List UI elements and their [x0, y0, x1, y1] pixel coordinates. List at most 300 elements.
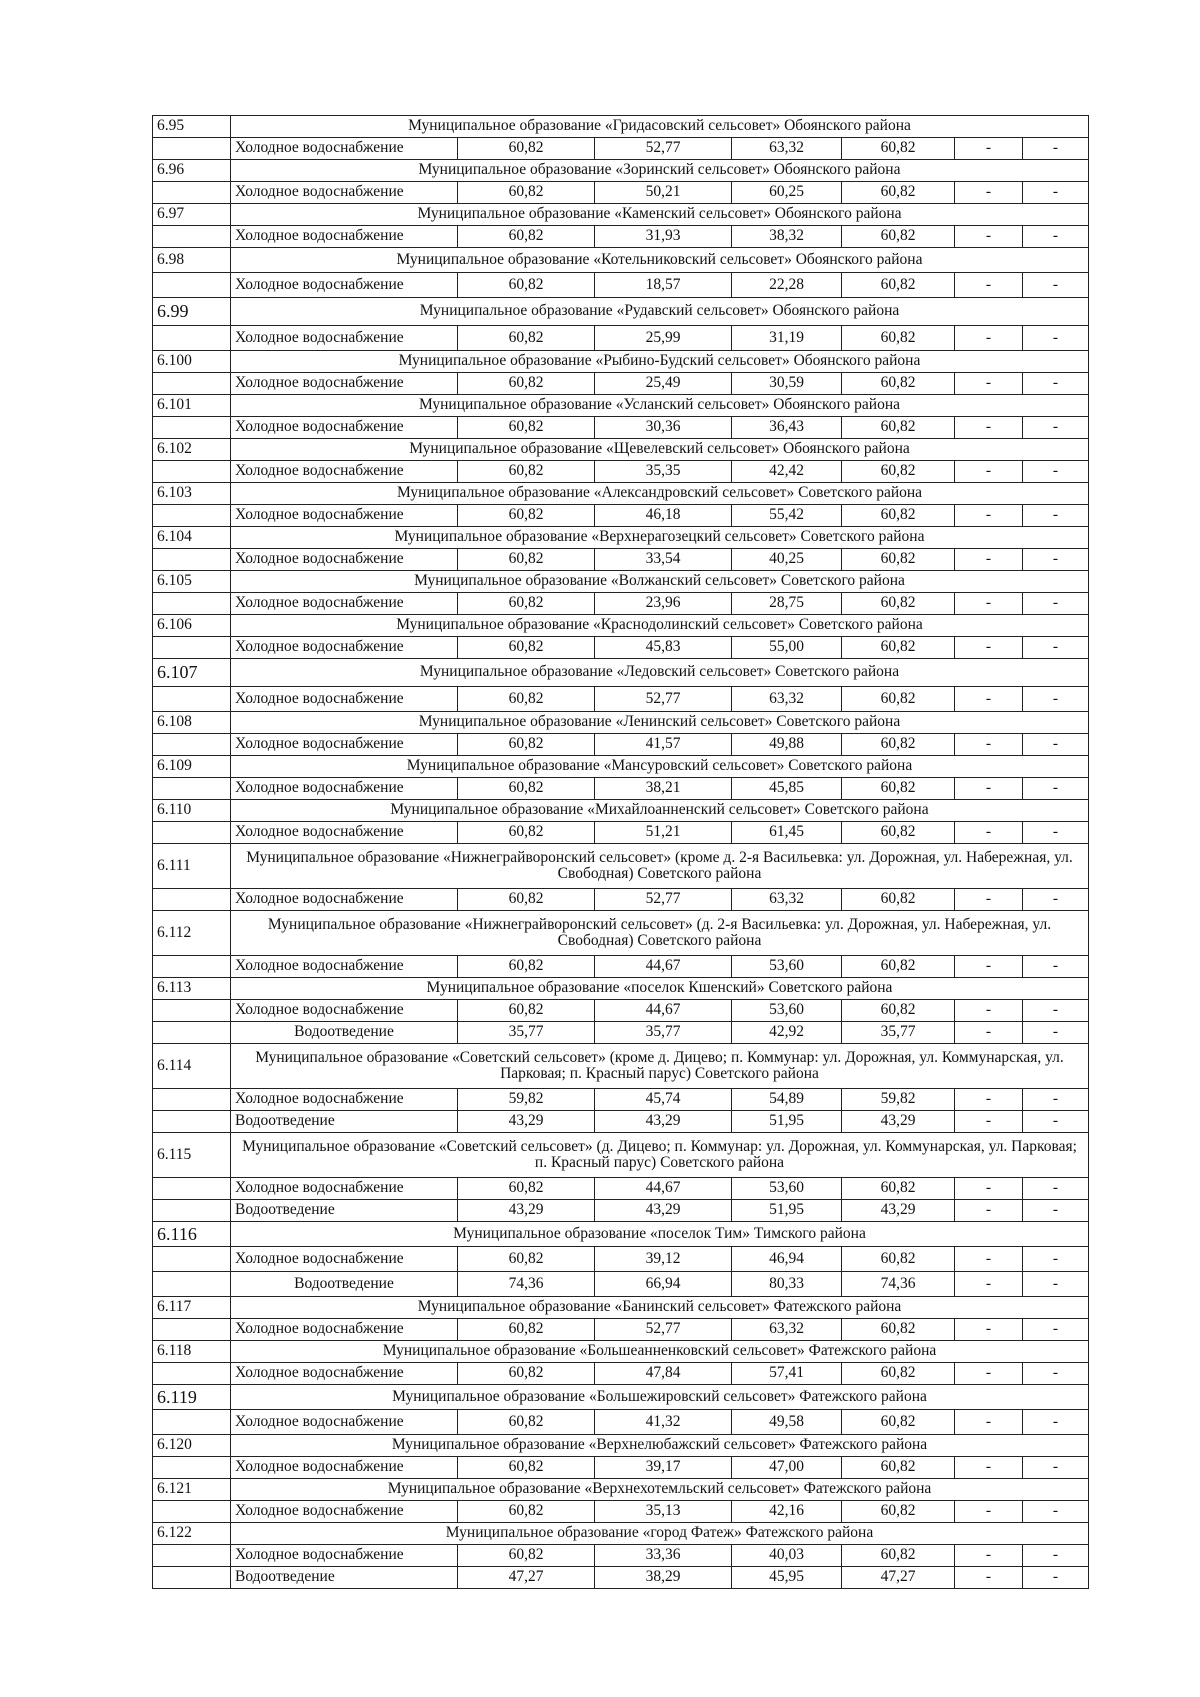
- service-name: Холодное водоснабжение: [231, 687, 458, 712]
- tariff-value: 66,94: [595, 1272, 732, 1297]
- tariff-value: 60,82: [842, 461, 955, 483]
- tariff-value: -: [955, 461, 1023, 483]
- tariff-value: -: [955, 226, 1023, 248]
- service-name: Холодное водоснабжение: [231, 593, 458, 615]
- section-number: 6.104: [153, 527, 231, 549]
- tariff-value: 60,82: [842, 1410, 955, 1435]
- tariff-value: 50,21: [595, 182, 732, 204]
- tariff-value: 49,88: [732, 734, 842, 756]
- tariff-value: 60,82: [458, 593, 595, 615]
- section-header-row: [153, 483, 1089, 505]
- tariff-value: -: [955, 889, 1023, 911]
- section-title: Муниципальное образование «Советский сельсовет» (кроме д. Дицево; п. Коммунар: ул. Дорожная, ул. Коммунарская, ул. Парковая; п. Красный парус) Советского района: [231, 1044, 1089, 1089]
- tariff-value: 46,18: [595, 505, 732, 527]
- tariff-value: -: [1023, 461, 1089, 483]
- tariff-value: 25,99: [595, 326, 732, 351]
- tariff-value: -: [1023, 1457, 1089, 1479]
- section-header-row: [153, 571, 1089, 593]
- section-header-row: [153, 1297, 1089, 1319]
- tariff-value: -: [1023, 373, 1089, 395]
- section-header-row: [153, 1222, 1089, 1247]
- blank-cell: [153, 1410, 231, 1435]
- section-title: Муниципальное образование «Нижнеграйворонский сельсовет» (д. 2-я Васильевка: ул. Дорожная, ул. Набережная, ул. Свободная) Советского района: [231, 911, 1089, 956]
- section-header-row: [153, 1044, 1089, 1089]
- tariff-value: -: [1023, 505, 1089, 527]
- service-name: Холодное водоснабжение: [231, 1089, 458, 1111]
- blank-cell: [153, 1247, 231, 1272]
- blank-cell: [153, 549, 231, 571]
- tariff-value: -: [1023, 1272, 1089, 1297]
- tariff-value: 60,82: [458, 505, 595, 527]
- section-number: 6.115: [153, 1133, 231, 1178]
- tariff-value: 60,82: [842, 1501, 955, 1523]
- section-header-row: [153, 439, 1089, 461]
- tariff-value: 39,12: [595, 1247, 732, 1272]
- section-header-row: [153, 978, 1089, 1000]
- blank-cell: [153, 1457, 231, 1479]
- service-name: Холодное водоснабжение: [231, 1457, 458, 1479]
- blank-cell: [153, 1022, 231, 1044]
- section-header-row: [153, 659, 1089, 687]
- tariff-value: 42,92: [732, 1022, 842, 1044]
- section-number: 6.113: [153, 978, 231, 1000]
- tariff-value: -: [1023, 1000, 1089, 1022]
- tariff-value: 60,82: [458, 1457, 595, 1479]
- section-header-row: [153, 1435, 1089, 1457]
- tariff-value: -: [1023, 1501, 1089, 1523]
- tariff-value: -: [1023, 1022, 1089, 1044]
- tariff-value: 60,82: [458, 637, 595, 659]
- section-number: 6.111: [153, 844, 231, 889]
- tariff-value: 60,82: [842, 889, 955, 911]
- service-name: Водоотведение: [231, 1111, 458, 1133]
- tariff-value: 43,29: [595, 1200, 732, 1222]
- service-name: Холодное водоснабжение: [231, 1000, 458, 1022]
- tariff-value: 60,82: [842, 822, 955, 844]
- tariff-row: [153, 549, 1089, 571]
- blank-cell: [153, 687, 231, 712]
- tariff-value: 31,19: [732, 326, 842, 351]
- tariff-value: 40,25: [732, 549, 842, 571]
- tariff-value: 60,82: [842, 326, 955, 351]
- tariff-value: 44,67: [595, 1000, 732, 1022]
- tariff-value: 61,45: [732, 822, 842, 844]
- section-number: 6.105: [153, 571, 231, 593]
- tariff-value: 51,95: [732, 1111, 842, 1133]
- section-title: Муниципальное образование «Рудавский сельсовет» Обоянского района: [231, 298, 1089, 326]
- tariff-value: -: [1023, 956, 1089, 978]
- section-title: Муниципальное образование «Краснодолинский сельсовет» Советского района: [231, 615, 1089, 637]
- section-number: 6.98: [153, 248, 231, 273]
- tariff-value: 60,82: [458, 226, 595, 248]
- section-header-row: [153, 911, 1089, 956]
- tariff-value: 30,36: [595, 417, 732, 439]
- service-name: Холодное водоснабжение: [231, 889, 458, 911]
- section-header-row: [153, 116, 1089, 138]
- blank-cell: [153, 461, 231, 483]
- tariff-value: 53,60: [732, 1178, 842, 1200]
- tariff-value: 44,67: [595, 1178, 732, 1200]
- tariff-value: 51,21: [595, 822, 732, 844]
- tariff-value: -: [955, 1567, 1023, 1589]
- blank-cell: [153, 822, 231, 844]
- tariff-value: 63,32: [732, 1319, 842, 1341]
- tariff-value: -: [955, 1545, 1023, 1567]
- section-header-row: [153, 615, 1089, 637]
- blank-cell: [153, 226, 231, 248]
- section-header-row: [153, 527, 1089, 549]
- blank-cell: [153, 1000, 231, 1022]
- tariff-value: 60,82: [842, 1457, 955, 1479]
- tariff-value: 51,95: [732, 1200, 842, 1222]
- tariff-row: [153, 778, 1089, 800]
- tariff-value: 35,13: [595, 1501, 732, 1523]
- tariff-value: 60,82: [458, 461, 595, 483]
- tariff-value: 60,82: [458, 1363, 595, 1385]
- tariff-value: -: [1023, 778, 1089, 800]
- tariff-value: -: [955, 1319, 1023, 1341]
- tariff-value: 60,82: [458, 822, 595, 844]
- section-number: 6.102: [153, 439, 231, 461]
- tariff-value: 74,36: [842, 1272, 955, 1297]
- service-name: Холодное водоснабжение: [231, 1545, 458, 1567]
- tariff-value: 60,82: [458, 889, 595, 911]
- tariff-value: -: [955, 778, 1023, 800]
- tariff-table: [152, 115, 1089, 1589]
- section-title: Муниципальное образование «Ледовский сельсовет» Советского района: [231, 659, 1089, 687]
- blank-cell: [153, 778, 231, 800]
- tariff-value: 52,77: [595, 138, 732, 160]
- tariff-value: 55,42: [732, 505, 842, 527]
- service-name: Холодное водоснабжение: [231, 1247, 458, 1272]
- tariff-value: 63,32: [732, 138, 842, 160]
- service-name: Холодное водоснабжение: [231, 461, 458, 483]
- tariff-row: [153, 1247, 1089, 1272]
- tariff-value: 44,67: [595, 956, 732, 978]
- tariff-value: 35,77: [595, 1022, 732, 1044]
- service-name: Холодное водоснабжение: [231, 1410, 458, 1435]
- service-name: Водоотведение: [231, 1272, 458, 1297]
- tariff-value: 41,57: [595, 734, 732, 756]
- blank-cell: [153, 1272, 231, 1297]
- tariff-value: 35,77: [842, 1022, 955, 1044]
- tariff-value: -: [955, 1178, 1023, 1200]
- tariff-row: [153, 1200, 1089, 1222]
- tariff-value: -: [1023, 226, 1089, 248]
- tariff-value: -: [955, 182, 1023, 204]
- tariff-value: -: [955, 1363, 1023, 1385]
- tariff-value: -: [955, 1410, 1023, 1435]
- tariff-row: [153, 326, 1089, 351]
- section-number: 6.119: [153, 1385, 231, 1410]
- tariff-value: 45,85: [732, 778, 842, 800]
- tariff-value: -: [955, 593, 1023, 615]
- section-header-row: [153, 1341, 1089, 1363]
- section-title: Муниципальное образование «Михайлоанненский сельсовет» Советского района: [231, 800, 1089, 822]
- tariff-row: [153, 687, 1089, 712]
- tariff-value: 45,74: [595, 1089, 732, 1111]
- section-number: 6.106: [153, 615, 231, 637]
- tariff-value: 60,82: [842, 1319, 955, 1341]
- blank-cell: [153, 373, 231, 395]
- tariff-value: 52,77: [595, 1319, 732, 1341]
- section-title: Муниципальное образование «Мансуровский сельсовет» Советского района: [231, 756, 1089, 778]
- service-name: Водоотведение: [231, 1200, 458, 1222]
- tariff-value: 60,82: [842, 1545, 955, 1567]
- blank-cell: [153, 417, 231, 439]
- tariff-value: -: [1023, 1247, 1089, 1272]
- tariff-value: 43,29: [458, 1200, 595, 1222]
- tariff-value: -: [1023, 1200, 1089, 1222]
- section-number: 6.109: [153, 756, 231, 778]
- tariff-row: [153, 1410, 1089, 1435]
- tariff-value: -: [1023, 1545, 1089, 1567]
- tariff-value: -: [1023, 1111, 1089, 1133]
- blank-cell: [153, 1363, 231, 1385]
- tariff-value: 60,82: [842, 417, 955, 439]
- section-title: Муниципальное образование «Щевелевский сельсовет» Обоянского района: [231, 439, 1089, 461]
- tariff-value: -: [955, 549, 1023, 571]
- tariff-value: 60,82: [842, 637, 955, 659]
- tariff-value: 43,29: [458, 1111, 595, 1133]
- blank-cell: [153, 593, 231, 615]
- tariff-value: -: [955, 1000, 1023, 1022]
- tariff-value: -: [955, 956, 1023, 978]
- service-name: Холодное водоснабжение: [231, 326, 458, 351]
- tariff-row: [153, 461, 1089, 483]
- tariff-value: -: [1023, 138, 1089, 160]
- section-title: Муниципальное образование «Нижнеграйворонский сельсовет» (кроме д. 2-я Васильевка: ул. Дорожная, ул. Набережная, ул. Свободная) Советского района: [231, 844, 1089, 889]
- blank-cell: [153, 956, 231, 978]
- tariff-value: 60,82: [842, 593, 955, 615]
- section-title: Муниципальное образование «Большеанненковский сельсовет» Фатежского района: [231, 1341, 1089, 1363]
- section-title: Муниципальное образование «поселок Кшенский» Советского района: [231, 978, 1089, 1000]
- tariff-value: 38,29: [595, 1567, 732, 1589]
- tariff-value: 38,32: [732, 226, 842, 248]
- tariff-row: [153, 1000, 1089, 1022]
- tariff-value: 45,83: [595, 637, 732, 659]
- section-title: Муниципальное образование «Верхнерагозецкий сельсовет» Советского района: [231, 527, 1089, 549]
- tariff-value: 60,82: [458, 417, 595, 439]
- tariff-value: 60,82: [842, 182, 955, 204]
- section-title: Муниципальное образование «Верхнелюбажский сельсовет» Фатежского района: [231, 1435, 1089, 1457]
- blank-cell: [153, 1111, 231, 1133]
- tariff-value: 60,82: [842, 273, 955, 298]
- section-title: Муниципальное образование «город Фатеж» Фатежского района: [231, 1523, 1089, 1545]
- tariff-value: -: [955, 637, 1023, 659]
- blank-cell: [153, 734, 231, 756]
- service-name: Холодное водоснабжение: [231, 505, 458, 527]
- section-header-row: [153, 1385, 1089, 1410]
- tariff-value: -: [1023, 1178, 1089, 1200]
- tariff-row: [153, 226, 1089, 248]
- section-header-row: [153, 351, 1089, 373]
- service-name: Холодное водоснабжение: [231, 373, 458, 395]
- tariff-value: -: [1023, 687, 1089, 712]
- section-title: Муниципальное образование «Рыбино-Будский сельсовет» Обоянского района: [231, 351, 1089, 373]
- tariff-value: 47,00: [732, 1457, 842, 1479]
- tariff-value: -: [955, 1272, 1023, 1297]
- section-number: 6.121: [153, 1479, 231, 1501]
- section-title: Муниципальное образование «Котельниковский сельсовет» Обоянского района: [231, 248, 1089, 273]
- section-title: Муниципальное образование «Ленинский сельсовет» Советского района: [231, 712, 1089, 734]
- tariff-value: 53,60: [732, 956, 842, 978]
- tariff-row: [153, 138, 1089, 160]
- tariff-value: 35,77: [458, 1022, 595, 1044]
- tariff-value: 60,82: [842, 505, 955, 527]
- tariff-row: [153, 373, 1089, 395]
- section-number: 6.112: [153, 911, 231, 956]
- tariff-value: 60,82: [842, 549, 955, 571]
- tariff-value: 30,59: [732, 373, 842, 395]
- tariff-value: 74,36: [458, 1272, 595, 1297]
- tariff-value: 60,82: [842, 956, 955, 978]
- section-header-row: [153, 712, 1089, 734]
- tariff-value: 59,82: [458, 1089, 595, 1111]
- tariff-value: -: [955, 417, 1023, 439]
- tariff-value: 39,17: [595, 1457, 732, 1479]
- tariff-value: -: [955, 1247, 1023, 1272]
- tariff-value: 43,29: [842, 1200, 955, 1222]
- tariff-row: [153, 1501, 1089, 1523]
- tariff-value: 54,89: [732, 1089, 842, 1111]
- tariff-value: 31,93: [595, 226, 732, 248]
- tariff-row: [153, 1022, 1089, 1044]
- tariff-value: 60,82: [842, 373, 955, 395]
- section-title: Муниципальное образование «Волжанский сельсовет» Советского района: [231, 571, 1089, 593]
- blank-cell: [153, 1545, 231, 1567]
- blank-cell: [153, 1178, 231, 1200]
- tariff-value: 22,28: [732, 273, 842, 298]
- section-number: 6.110: [153, 800, 231, 822]
- tariff-value: -: [1023, 1410, 1089, 1435]
- section-number: 6.101: [153, 395, 231, 417]
- tariff-value: 47,27: [458, 1567, 595, 1589]
- tariff-row: [153, 889, 1089, 911]
- blank-cell: [153, 637, 231, 659]
- tariff-value: 60,82: [458, 1000, 595, 1022]
- tariff-value: 60,82: [458, 1319, 595, 1341]
- tariff-row: [153, 273, 1089, 298]
- blank-cell: [153, 1567, 231, 1589]
- tariff-value: 60,82: [842, 687, 955, 712]
- section-title: Муниципальное образование «Большежировский сельсовет» Фатежского района: [231, 1385, 1089, 1410]
- service-name: Холодное водоснабжение: [231, 956, 458, 978]
- tariff-value: -: [955, 1200, 1023, 1222]
- tariff-value: 60,82: [842, 1000, 955, 1022]
- tariff-value: 60,82: [842, 1178, 955, 1200]
- tariff-value: -: [1023, 182, 1089, 204]
- service-name: Холодное водоснабжение: [231, 778, 458, 800]
- service-name: Водоотведение: [231, 1567, 458, 1589]
- tariff-value: -: [955, 273, 1023, 298]
- tariff-value: 52,77: [595, 889, 732, 911]
- tariff-value: 33,54: [595, 549, 732, 571]
- tariff-value: 25,49: [595, 373, 732, 395]
- section-title: Муниципальное образование «Александровский сельсовет» Советского района: [231, 483, 1089, 505]
- service-name: Холодное водоснабжение: [231, 417, 458, 439]
- tariff-value: 60,82: [458, 326, 595, 351]
- tariff-row: [153, 956, 1089, 978]
- tariff-value: 60,82: [458, 1178, 595, 1200]
- tariff-value: 60,82: [842, 1247, 955, 1272]
- tariff-value: 60,82: [458, 1247, 595, 1272]
- tariff-value: -: [955, 1111, 1023, 1133]
- service-name: Холодное водоснабжение: [231, 226, 458, 248]
- tariff-value: -: [1023, 734, 1089, 756]
- tariff-value: 28,75: [732, 593, 842, 615]
- tariff-value: 60,82: [458, 182, 595, 204]
- tariff-value: 60,82: [458, 373, 595, 395]
- section-header-row: [153, 1133, 1089, 1178]
- service-name: Холодное водоснабжение: [231, 637, 458, 659]
- tariff-value: -: [955, 373, 1023, 395]
- tariff-value: 55,00: [732, 637, 842, 659]
- service-name: Холодное водоснабжение: [231, 273, 458, 298]
- service-name: Холодное водоснабжение: [231, 182, 458, 204]
- service-name: Холодное водоснабжение: [231, 822, 458, 844]
- tariff-value: 47,84: [595, 1363, 732, 1385]
- section-title: Муниципальное образование «поселок Тим» Тимского района: [231, 1222, 1089, 1247]
- service-name: Холодное водоснабжение: [231, 138, 458, 160]
- tariff-row: [153, 505, 1089, 527]
- tariff-row: [153, 1272, 1089, 1297]
- tariff-value: -: [955, 326, 1023, 351]
- tariff-value: -: [955, 138, 1023, 160]
- tariff-value: -: [1023, 1363, 1089, 1385]
- tariff-value: 38,21: [595, 778, 732, 800]
- section-number: 6.120: [153, 1435, 231, 1457]
- section-header-row: [153, 248, 1089, 273]
- tariff-value: 60,25: [732, 182, 842, 204]
- tariff-value: 41,32: [595, 1410, 732, 1435]
- section-title: Муниципальное образование «Верхнехотемльский сельсовет» Фатежского района: [231, 1479, 1089, 1501]
- section-number: 6.114: [153, 1044, 231, 1089]
- tariff-value: -: [955, 1022, 1023, 1044]
- tariff-value: 45,95: [732, 1567, 842, 1589]
- service-name: Холодное водоснабжение: [231, 734, 458, 756]
- tariff-value: 60,82: [458, 687, 595, 712]
- section-header-row: [153, 756, 1089, 778]
- section-header-row: [153, 395, 1089, 417]
- blank-cell: [153, 1501, 231, 1523]
- service-name: Холодное водоснабжение: [231, 1501, 458, 1523]
- tariff-row: [153, 1089, 1089, 1111]
- tariff-value: 43,29: [595, 1111, 732, 1133]
- tariff-row: [153, 417, 1089, 439]
- tariff-value: -: [1023, 549, 1089, 571]
- tariff-value: 18,57: [595, 273, 732, 298]
- tariff-row: [153, 182, 1089, 204]
- tariff-value: -: [1023, 1567, 1089, 1589]
- section-title: Муниципальное образование «Советский сельсовет» (д. Дицево; п. Коммунар: ул. Дорожная, ул. Коммунарская, ул. Парковая; п. Красный парус) Советского района: [231, 1133, 1089, 1178]
- tariff-value: -: [1023, 417, 1089, 439]
- tariff-value: 63,32: [732, 889, 842, 911]
- section-title: Муниципальное образование «Усланский сельсовет» Обоянского района: [231, 395, 1089, 417]
- section-header-row: [153, 1523, 1089, 1545]
- section-title: Муниципальное образование «Банинский сельсовет» Фатежского района: [231, 1297, 1089, 1319]
- section-header-row: [153, 160, 1089, 182]
- tariff-value: -: [955, 1501, 1023, 1523]
- tariff-value: -: [955, 505, 1023, 527]
- section-number: 6.116: [153, 1222, 231, 1247]
- tariff-value: 60,82: [842, 778, 955, 800]
- section-header-row: [153, 844, 1089, 889]
- tariff-value: 60,82: [842, 734, 955, 756]
- blank-cell: [153, 1200, 231, 1222]
- tariff-value: 36,43: [732, 417, 842, 439]
- tariff-value: 60,82: [458, 1410, 595, 1435]
